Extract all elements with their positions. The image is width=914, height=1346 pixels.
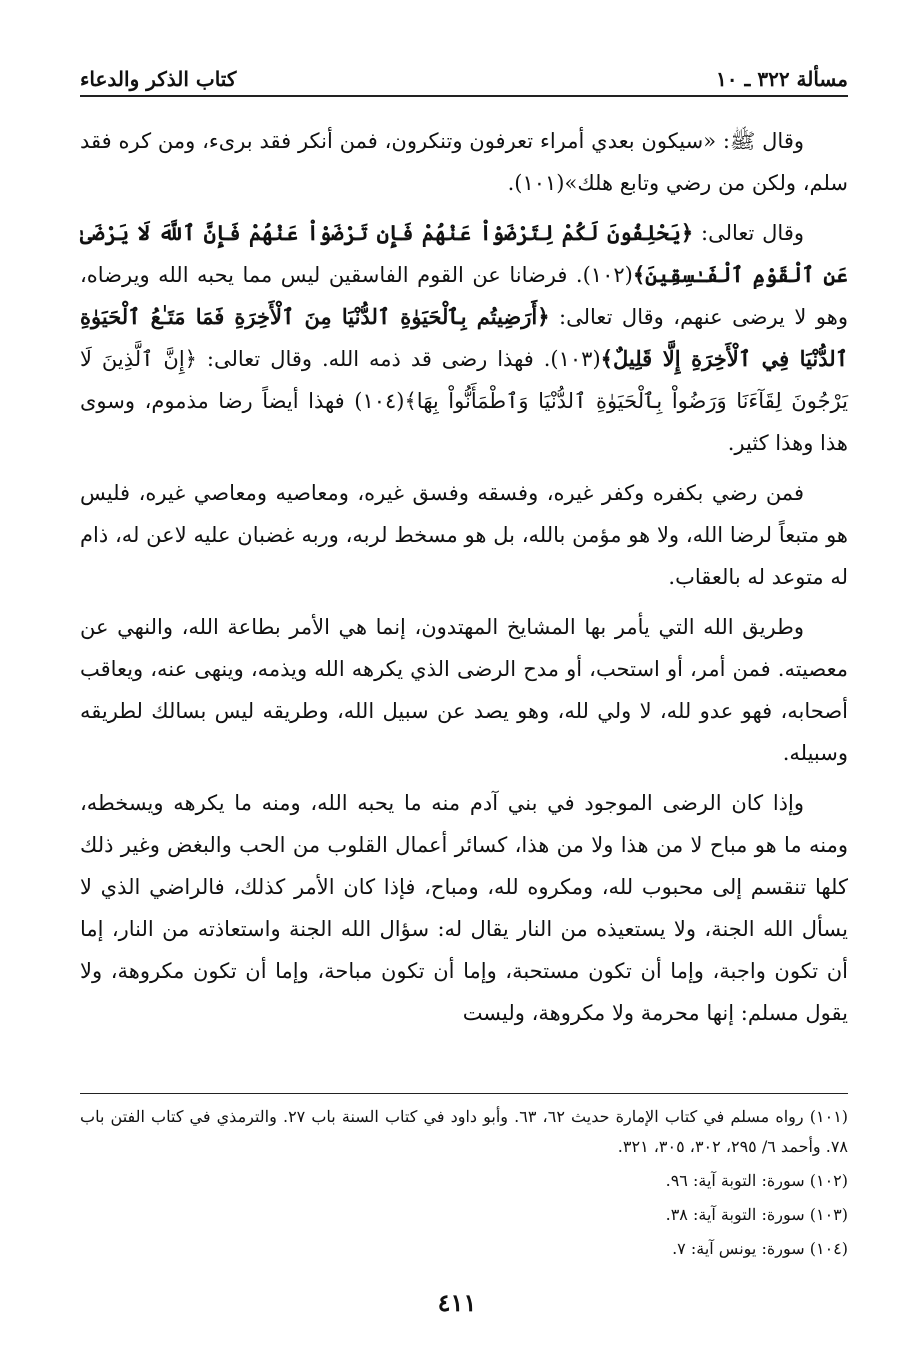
footnote-103: (١٠٣) سورة: التوبة آية: ٣٨. xyxy=(665,1205,848,1224)
paragraph-2 xyxy=(80,212,848,464)
quran-verse: ﴿أَرَضِيتُم بِٱلْحَيَوٰةِ ٱلدُّنْيَا مِنَ ٱلْأَخِرَةِ فَمَا مَتَـٰعُ ٱلْحَيَوٰةِ ٱلدُّنْيَا فِي ٱلْأَخِرَةِ إِلَّا قَلِيلٌ﴾ xyxy=(80,304,848,371)
paragraph-text: (١٠٣). فهذا رضى قد ذمه الله. وقال تعالى: ﴿إِنَّ ٱلَّذِينَ لَا يَرْجُونَ لِقَآءَنَا وَرَضُواْ بِٱلْحَيَوٰةِ ٱلدُّنْيَا وَٱطْمَأَنُّواْ بِهَا﴾(١٠٤) فهذا أيضاً رضا مذموم، وسوى هذا وهذا كثير. xyxy=(80,347,848,455)
paragraph-1 xyxy=(80,120,848,204)
header-issue-number: مسألة ٣٢٢ ـ ١٠ xyxy=(716,67,848,91)
footnote-104: (١٠٤) سورة: يونس آية: ٧. xyxy=(672,1239,848,1258)
quran-verse: ﴿يَحْلِفُونَ لَكُمْ لِتَرْضَوْاْ عَنْهُمْ فَإِن تَرْضَوْاْ عَنْهُمْ فَإِنَّ ٱللَّهَ لَا يَرْضَىٰ عَنِ ٱلْقَوْمِ ٱلْفَـٰسِقِينَ﴾ xyxy=(80,220,848,287)
paragraph-text: وقال تعالى: xyxy=(693,221,804,245)
footnote-101: (١٠١) رواه مسلم في كتاب الإمارة حديث ٦٢، ٦٣. وأبو داود في كتاب السنة باب ٢٧. والترمذي في كتاب الفتن باب ٧٨. وأحمد ٦/ ٢٩٥، ٣٠٢، ٣٠٥، ٣٢١. xyxy=(80,1107,849,1156)
paragraph-5: وإذا كان الرضى الموجود في بني آدم منه ما يحبه الله، ومنه ما يكرهه ويسخطه، ومنه ما هو مباح لا من هذا ولا من هذا، كسائر أعمال القلوب من الحب والبغض وغير ذلك كلها تنقسم إلى محبوب لله، ومكروه لله، ومباح، فإذا كان الأمر كذلك، فالراضي الذي لا يسأل الله الجنة، ولا يستعيذه من النار يقال له: سؤال الله الجنة واستعاذته من النار، إما أن تكون واجبة، وإما أن تكون مستحبة، وإما أن تكون مباحة، وإما أن تكون مكروهة، ولا يقول مسلم: إنها محرمة ولا مكروهة، وليست xyxy=(80,791,848,1025)
page-number: ٤١١ xyxy=(437,1288,477,1317)
running-header xyxy=(80,55,848,97)
paragraph-3: فمن رضي بكفره وكفر غيره، وفسقه وفسق غيره، ومعاصيه ومعاصي غيره، فليس هو متبعاً لرضا الله، ولا هو مؤمن بالله، بل هو مسخط لربه، وربه غضبان عليه لاعن له، ذام له متوعد له بالعقاب. xyxy=(80,481,848,589)
paragraph-text: (١٠١). xyxy=(507,171,565,195)
main-text xyxy=(80,120,848,1042)
footnotes xyxy=(80,1102,848,1268)
paragraph-text: وقال ﷺ: «سيكون بعدي أمراء تعرفون وتنكرون، فمن أنكر فقد برىء، ومن كره فقد سلم، ولكن من رضي وتابع هلك» xyxy=(80,129,848,195)
header-book-title: كتاب الذكر والدعاء xyxy=(80,67,237,91)
paragraph-4: وطريق الله التي يأمر بها المشايخ المهتدون، إنما هي الأمر بطاعة الله، والنهي عن معصيته. فمن أمر، أو استحب، أو مدح الرضى الذي يكرهه الله ويذمه، وينهى عنه، ويعاقب أصحابه، فهو عدو لله، لا ولي لله، وهو يصد عن سبيل الله، وطريقه ليس بسالك لطريقه وسبيله. xyxy=(80,615,848,765)
paragraph-text: (١٠٢). فرضانا عن القوم الفاسقين ليس مما يحبه الله ويرضاه، وهو لا يرضى عنهم، وقال تعالى: xyxy=(80,263,848,329)
footnote-102: (١٠٢) سورة: التوبة آية: ٩٦. xyxy=(665,1171,848,1190)
footnote-divider xyxy=(80,1093,848,1094)
